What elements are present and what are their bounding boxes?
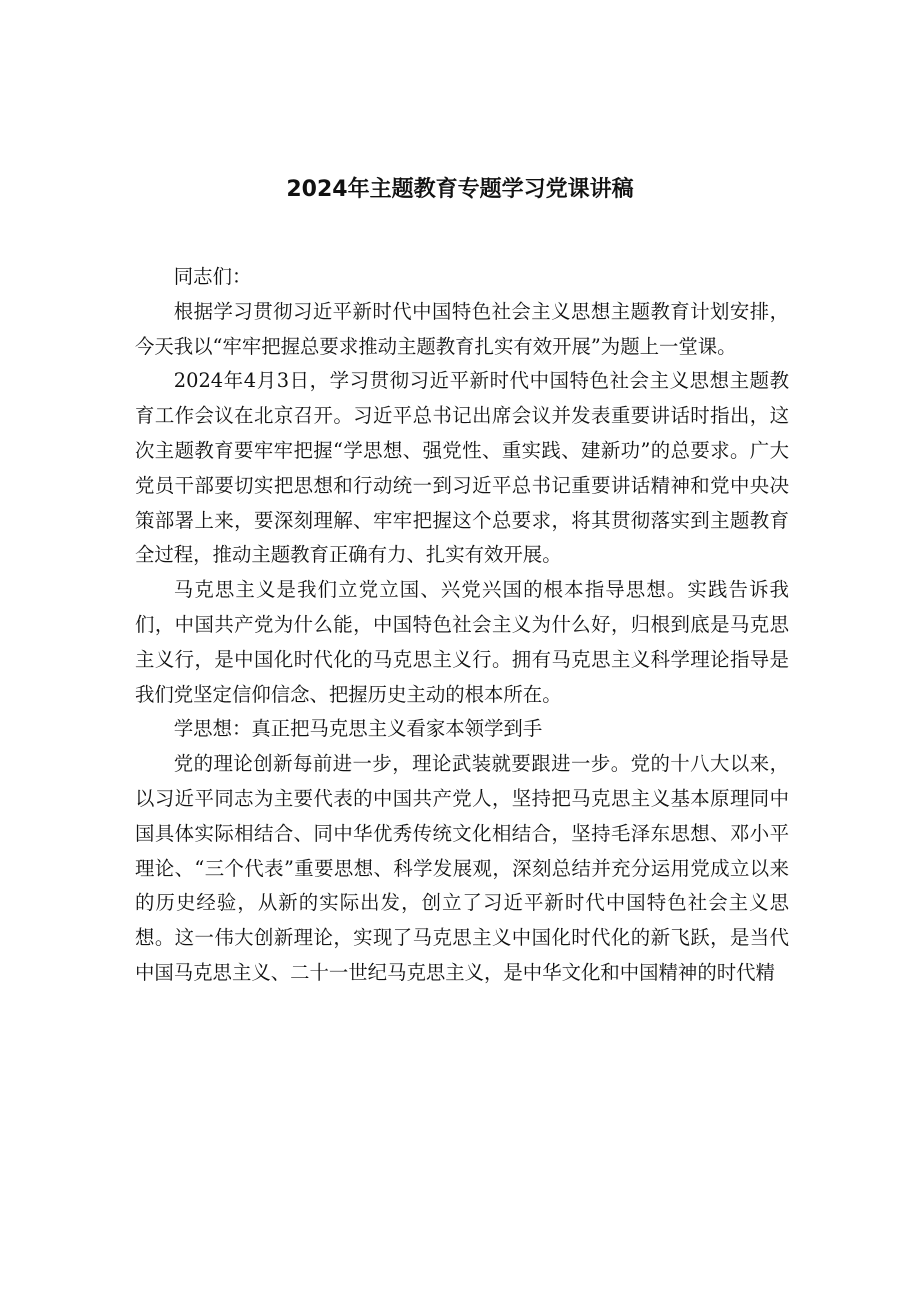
salutation: 同志们：: [173, 265, 252, 288]
paragraph-theory: 党的理论创新每前进一步，理论武装就要跟进一步。党的十八大以来，以习近平同志为主要代表的中国共产党人，坚持把马克思主义基本原理同中国具体实际相结合、同中华优秀传统文化相结合，坚持毛泽东思想、邓小平理论、“三个代表”重要思想、科学发展观，深刻总结并充分运用党成立以来的历史经验，从新的实际出发，创立了习近平新时代中国特色社会主义思想。这一伟大创新理论，实现了马克思主义中国化时代化的新飞跃，是当代中国马克思主义、二十一世纪马克思主义，是中华文化和中国精神的时代精: [135, 752, 789, 984]
section-heading: 学思想：真正把马克思主义看家本领学到手: [173, 717, 543, 741]
paragraph-intro: 根据学习贯彻习近平新时代中国特色社会主义思想主题教育计划安排，今天我以“牢牢把握总要求推动主题教育扎实有效开展”为题上一堂课。: [135, 299, 789, 358]
document-body: [135, 260, 789, 991]
paragraph-marxism: 马克思主义是我们立党立国、兴党兴国的根本指导思想。实践告诉我们，中国共产党为什么能，中国特色社会主义为什么好，归根到底是马克思主义行，是中国化时代化的马克思主义行。拥有马克思主义科学理论指导是我们党坚定信仰信念、把握历史主动的根本所在。: [135, 578, 789, 706]
paragraph-meeting: 2024年4月3日，学习贯彻习近平新时代中国特色社会主义思想主题教育工作会议在北京召开。习近平总书记出席会议并发表重要讲话时指出，这次主题教育要牢牢把握“学思想、强党性、重实践、建新功”的总要求。广大党员干部要切实把思想和行动统一到习近平总书记重要讲话精神和党中央决策部署上来，要深刻理解、牢牢把握这个总要求，将其贯彻落实到主题教育全过程，推动主题教育正确有力、扎实有效开展。: [135, 369, 789, 567]
document-title: 2024年主题教育专题学习党课讲稿: [286, 177, 634, 202]
